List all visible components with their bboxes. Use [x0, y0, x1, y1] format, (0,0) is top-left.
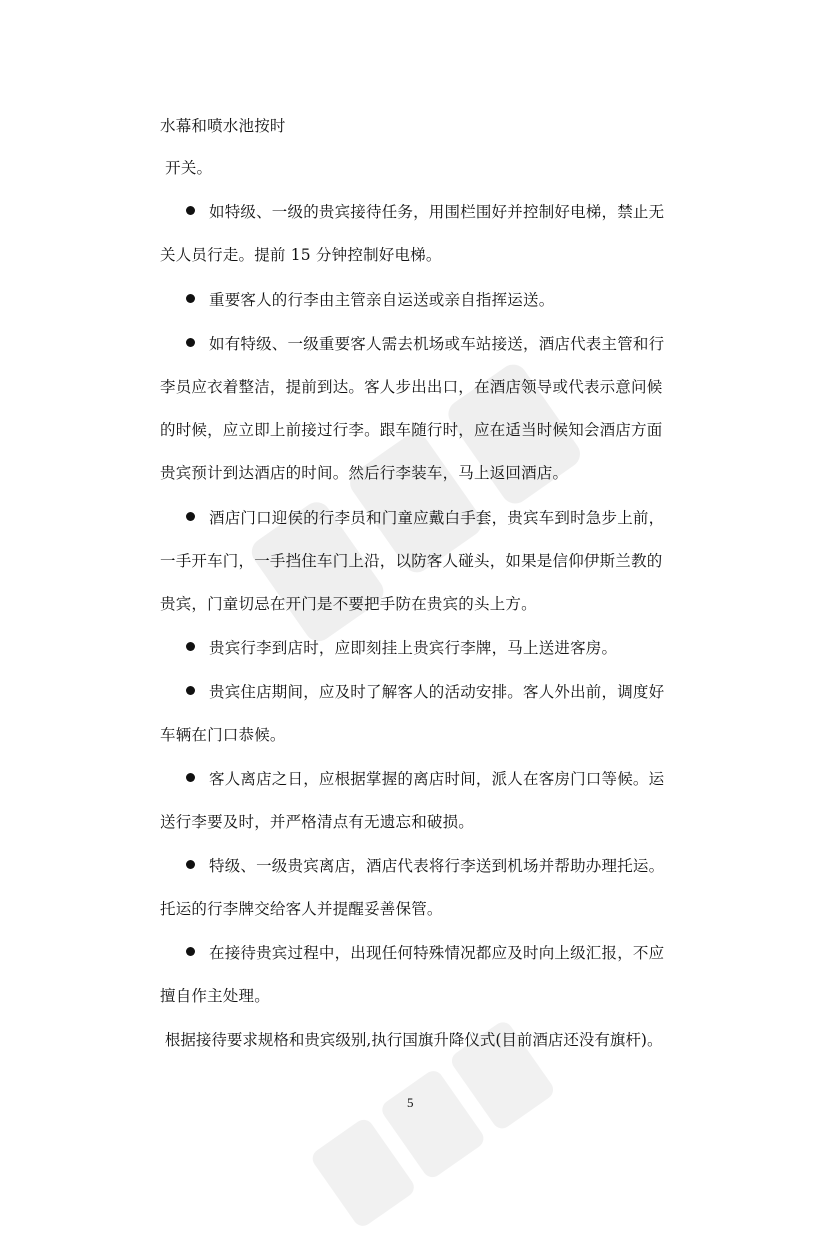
text-line: 贵宾预计到达酒店的时间。然后行李装车，马上返回酒店。	[160, 464, 569, 482]
bullet-icon	[186, 686, 195, 695]
text-line: 擅自作主处理。	[160, 987, 270, 1005]
text-line: 李员应衣着整洁，提前到达。客人步出出口，在酒店领导或代表示意问候	[160, 378, 663, 396]
page-number: 5	[407, 1095, 414, 1110]
bullet-item: 客人离店之日，应根据掌握的离店时间，派人在客房门口等候。运	[186, 769, 664, 789]
text-line: 送行李要及时，并严格清点有无遗忘和破损。	[160, 813, 475, 831]
bullet-icon	[186, 947, 195, 956]
text-line: 关人员行走。提前 15 分钟控制好电梯。	[160, 246, 442, 264]
text-line: 的时候，应立即上前接过行李。跟车随行时，应在适当时候知会酒店方面	[160, 421, 663, 439]
bullet-item: 如有特级、一级重要客人需去机场或车站接送，酒店代表主管和行	[186, 334, 664, 354]
watermark-graphic	[215, 315, 625, 685]
text-line: 一手开车门，一手挡住车门上沿，以防客人碰头，如果是信仰伊斯兰教的	[160, 552, 663, 570]
bullet-item: 如特级、一级的贵宾接待任务，用围栏围好并控制好电梯，禁止无	[186, 202, 664, 222]
bullet-icon	[186, 773, 195, 782]
bullet-item: 在接待贵宾过程中，出现任何特殊情况都应及时向上级汇报，不应	[186, 943, 664, 963]
text-line: 贵宾，门童切忌在开门是不要把手防在贵宾的头上方。	[160, 595, 537, 613]
bullet-icon	[186, 642, 195, 651]
bullet-icon	[186, 338, 195, 347]
bullet-icon	[186, 294, 195, 303]
text-line: 根据接待要求规格和贵宾级别,执行国旗升降仪式(目前酒店还没有旗杆)。	[160, 1031, 663, 1049]
bullet-icon	[186, 512, 195, 521]
text-line: 车辆在门口恭候。	[160, 726, 286, 744]
text-line: 托运的行李牌交给客人并提醒妥善保管。	[160, 900, 443, 918]
text-line: 开关。	[160, 159, 213, 177]
bullet-icon	[186, 206, 195, 215]
bullet-item: 酒店门口迎侯的行李员和门童应戴白手套，贵宾车到时急步上前，	[186, 508, 664, 528]
bullet-item: 特级、一级贵宾离店，酒店代表将行李送到机场并帮助办理托运。	[186, 856, 664, 876]
bullet-item: 贵宾行李到店时，应即刻挂上贵宾行李牌，马上送进客房。	[186, 638, 617, 658]
text-line: 水幕和喷水池按时	[160, 117, 286, 135]
bullet-item: 重要客人的行李由主管亲自运送或亲自指挥运送。	[186, 290, 554, 310]
bullet-item: 贵宾住店期间，应及时了解客人的活动安排。客人外出前，调度好	[186, 682, 664, 702]
bullet-icon	[186, 860, 195, 869]
